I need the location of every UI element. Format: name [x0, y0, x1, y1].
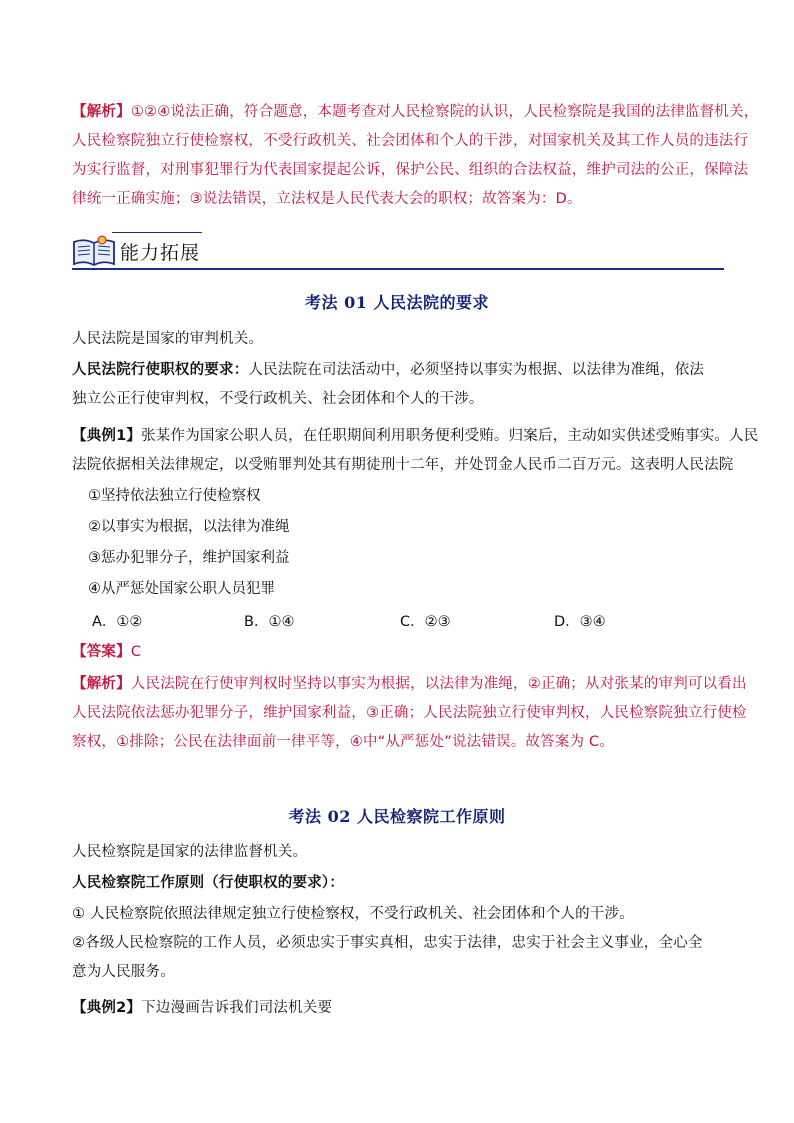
section2-intro [72, 838, 722, 867]
example-label: 【典例1】 [72, 428, 142, 444]
section-banner [72, 228, 724, 272]
banner-title: 能力拓展 [120, 242, 201, 264]
analysis-line: 人民检察院独立行使检察权，不受行政机关、社会团体和个人的干涉，对国家机关及其工作人员的违法行 [72, 133, 749, 149]
analysis-line: 律统一正确实施；③说法错误，立法权是人民代表大会的职权；故答案为：D。 [72, 191, 582, 207]
principle-point-1: ① 人民检察院依照法律规定独立行使检察权，不受行政机关、社会团体和个人的干涉。 [72, 906, 634, 922]
analysis-paragraph-2 [72, 670, 747, 757]
choice-d: D．③④ [554, 614, 606, 630]
example-1 [72, 422, 759, 480]
banner-top-line [112, 232, 202, 233]
analysis-label: 【解析】 [72, 104, 131, 120]
analysis-text: ①②④说法正确，符合题意，本题考查对人民检察院的认识，人民检察院是我国的法律监督机关， [130, 104, 759, 120]
example-text: 张某作为国家公职人员，在任职期间利用职务便利受贿。归案后，主动如实供述受贿事实。人民 [141, 428, 759, 444]
requirement-text: 独立公正行使审判权，不受行政机关、社会团体和个人的干涉。 [72, 391, 484, 407]
analysis-label: 【解析】 [72, 676, 131, 692]
principle-point-2: ②各级人民检察院的工作人员，必须忠实于事实真相，忠实于法律，忠实于社会主义事业，全心全 [72, 935, 703, 951]
section1-requirement [72, 356, 722, 414]
section-title-2: 考法 02 人民检察院工作原则 [288, 807, 506, 826]
section1-intro [72, 325, 722, 354]
answer-choices [92, 610, 712, 630]
choice-b: B．①④ [244, 614, 295, 630]
intro-text: 人民法院是国家的审判机关。 [72, 331, 264, 347]
analysis-paragraph-1 [72, 98, 759, 214]
choice-a: A．①② [92, 614, 143, 630]
banner-rule [72, 268, 724, 270]
example-label: 【典例2】 [72, 1000, 142, 1016]
analysis-line: 为实行监督，对刑事犯罪行为代表国家提起公诉，保护公民、组织的合法权益，维护司法的公正，保障法 [72, 162, 749, 178]
answer-1 [72, 638, 722, 667]
analysis-line: 察权，①排除；公民在法律面前一律平等，④中“从严惩处”说法错误。故答案为 C。 [72, 734, 615, 750]
answer-label: 【答案】 [72, 644, 131, 660]
example-2 [72, 994, 722, 1023]
example-text: 下边漫画告诉我们司法机关要 [141, 1000, 333, 1016]
analysis-line: 人民法院依法惩办犯罪分子，维护国家利益，③正确；人民法院独立行使审判权，人民检察院独立行使检 [72, 705, 747, 721]
section2-principle [72, 869, 722, 898]
requirement-label: 人民法院行使职权的要求： [72, 362, 249, 378]
principle-point-2-cont: 意为人民服务。 [72, 964, 175, 980]
answer-value: C [130, 644, 142, 660]
section2-points [72, 900, 722, 987]
option-2: ②以事实为根据，以法律为准绳 [88, 519, 290, 535]
requirement-text: 人民法院在司法活动中，必须坚持以事实为根据、以法律为准绳，依法 [248, 362, 705, 378]
example-text: 法院依据相关法律规定，以受贿罪判处其有期徒刑十二年，并处罚金人民币二百万元。这表明人民法院 [72, 457, 734, 473]
option-3: ③惩办犯罪分子，维护国家利益 [88, 550, 290, 566]
option-4: ④从严惩处国家公职人员犯罪 [88, 581, 275, 597]
book-icon [72, 234, 116, 268]
option-1: ①坚持依法独立行使检察权 [88, 488, 261, 504]
analysis-line [72, 98, 759, 127]
section-title-1: 考法 01 人民法院的要求 [305, 293, 489, 312]
analysis-text: 人民法院在行使审判权时坚持以事实为根据，以法律为准绳，②正确；从对张某的审判可以看出 [130, 676, 747, 692]
principle-label: 人民检察院工作原则（行使职权的要求）： [72, 875, 345, 891]
choice-c: C．②③ [400, 614, 451, 630]
intro-text: 人民检察院是国家的法律监督机关。 [72, 844, 308, 860]
